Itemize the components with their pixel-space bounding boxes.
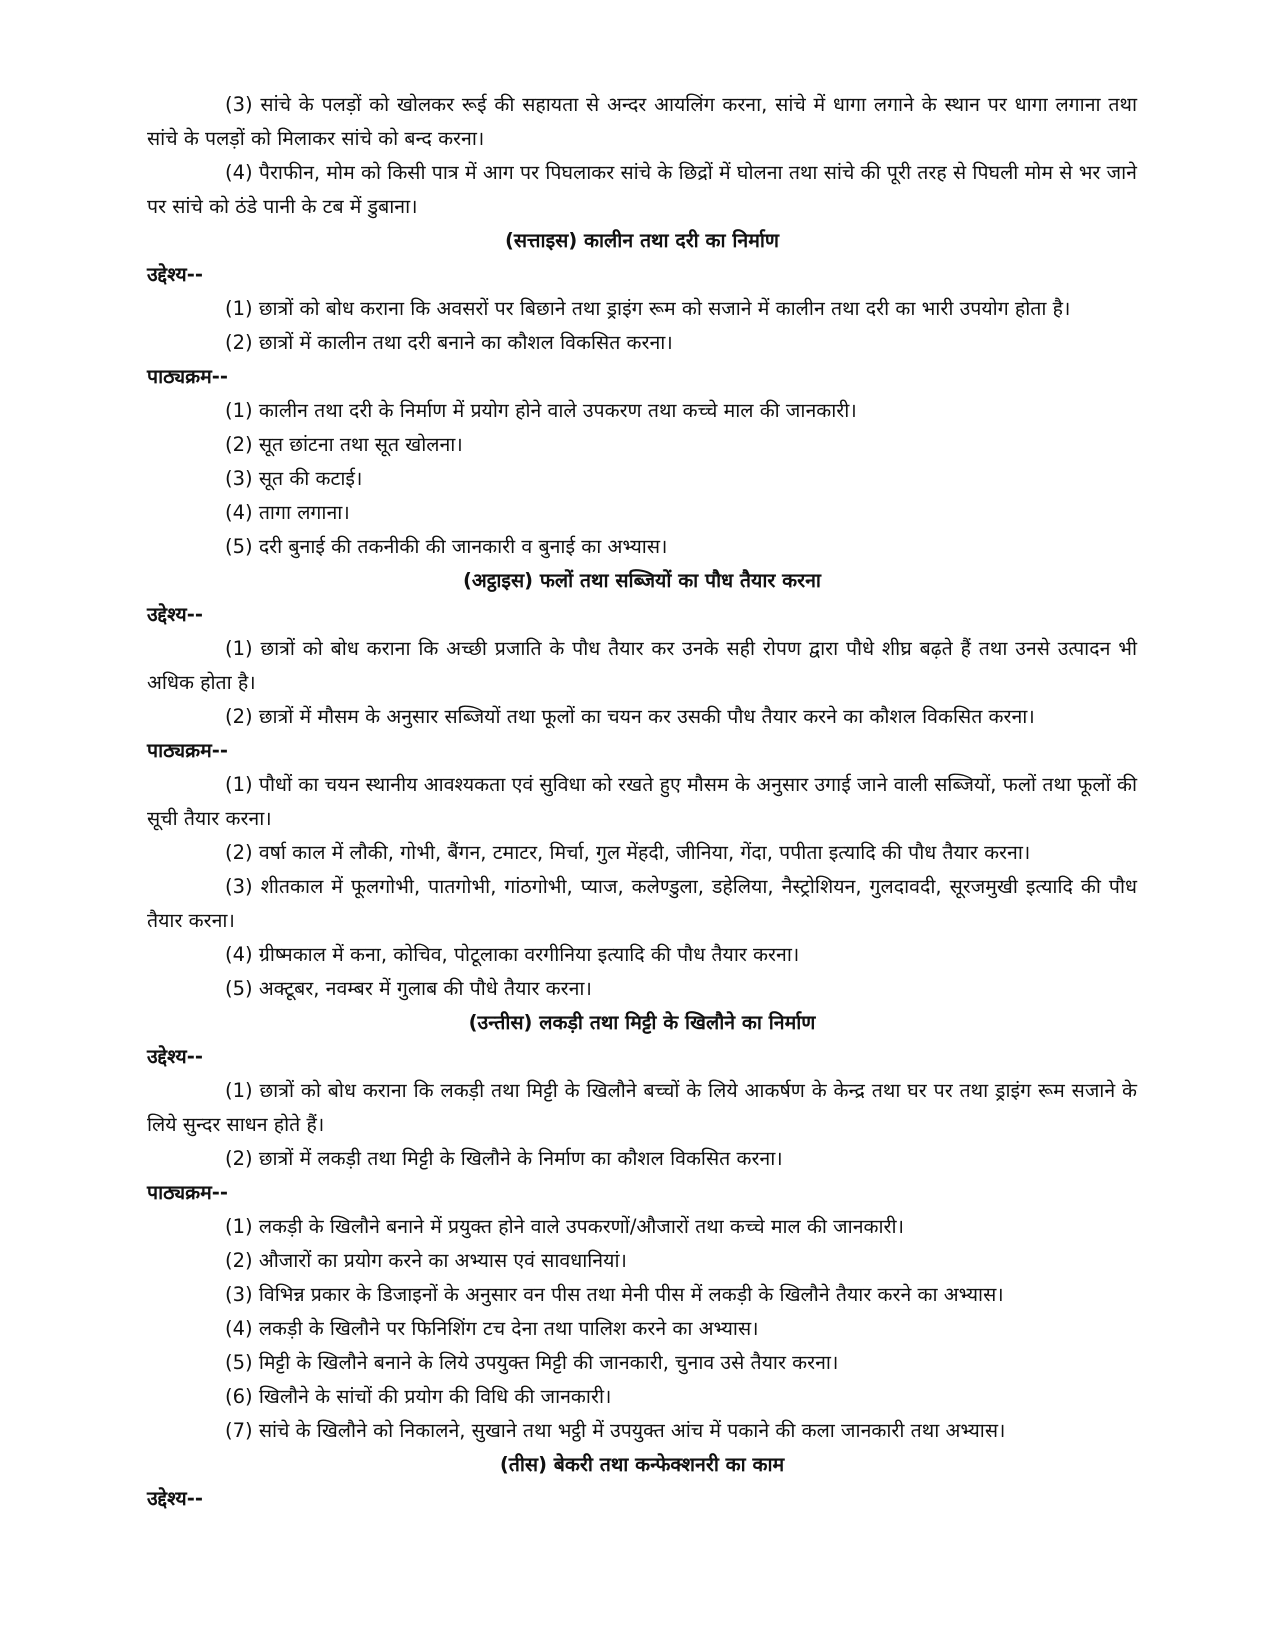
section-28-syllabus-3: (3) शीतकाल में फूलगोभी, पातगोभी, गांठगोभी, प्याज, कलेण्डुला, डहेलिया, नैस्ट्रोशियन, गुलदावदी, सूरजमुखी इत्यादि की पौध तैयार करना। <box>147 875 1137 932</box>
section-29-syllabus-3: (3) विभिन्न प्रकार के डिजाइनों के अनुसार वन पीस तथा मेनी पीस में लकड़ी के खिलौने तैयार करने का अभ्यास। <box>225 1283 1004 1306</box>
document-page <box>147 88 1137 1516</box>
section-28-syllabus-2: (2) वर्षा काल में लौकी, गोभी, बैंगन, टमाटर, मिर्चा, गुल मेंहदी, जीनिया, गेंदा, पपीता इत्यादि की पौध तैयार करना। <box>225 841 1031 864</box>
section-29-syllabus-6: (6) खिलौने के सांचों की प्रयोग की विधि की जानकारी। <box>225 1385 612 1408</box>
section-29-syllabus-1: (1) लकड़ी के खिलौने बनाने में प्रयुक्त होने वाले उपकरणों/औजारों तथा कच्चे माल की जानकारी। <box>225 1215 904 1238</box>
section-28-heading: (अट्ठाइस) फलों तथा सब्जियों का पौध तैयार करना <box>462 569 821 592</box>
section-29-heading: (उन्तीस) लकड़ी तथा मिट्टी के खिलौने का निर्माण <box>468 1011 816 1034</box>
section-30-objectives-label: उद्देश्य-- <box>147 1487 203 1510</box>
section-29-syllabus-4: (4) लकड़ी के खिलौने पर फिनिशिंग टच देना तथा पालिश करने का अभ्यास। <box>225 1317 759 1340</box>
section-29-objective-2: (2) छात्रों में लकड़ी तथा मिट्टी के खिलौने के निर्माण का कौशल विकसित करना। <box>225 1147 783 1170</box>
section-29-syllabus-label: पाठ्यक्रम-- <box>147 1181 228 1204</box>
section-28-objective-2: (2) छात्रों में मौसम के अनुसार सब्जियों तथा फूलों का चयन कर उसकी पौध तैयार करने का कौशल विकसित करना। <box>225 705 1035 728</box>
section-27-objective-2: (2) छात्रों में कालीन तथा दरी बनाने का कौशल विकसित करना। <box>225 331 673 354</box>
section-28-objectives-label: उद्देश्य-- <box>147 603 203 626</box>
section-28-syllabus-label: पाठ्यक्रम-- <box>147 739 228 762</box>
section-29-objectives-label: उद्देश्य-- <box>147 1045 203 1068</box>
section-28-syllabus-5: (5) अक्टूबर, नवम्बर में गुलाब की पौधे तैयार करना। <box>225 977 592 1000</box>
section-27-syllabus-3: (3) सूत की कटाई। <box>225 467 363 490</box>
intro-paragraph-3: (3) सांचे के पलड़ों को खोलकर रूई की सहायता से अन्दर आयलिंग करना, सांचे में धागा लगाने के स्थान पर धागा लगाना तथा सांचे के पलड़ों को मिलाकर सांचे को बन्द करना। <box>147 93 1137 150</box>
section-27-syllabus-1: (1) कालीन तथा दरी के निर्माण में प्रयोग होने वाले उपकरण तथा कच्चे माल की जानकारी। <box>225 399 857 422</box>
section-27-heading: (सत्ताइस) कालीन तथा दरी का निर्माण <box>504 229 780 252</box>
section-27-objectives-label: उद्देश्य-- <box>147 263 203 286</box>
section-29-objective-1: (1) छात्रों को बोध कराना कि लकड़ी तथा मिट्टी के खिलौने बच्चों के लिये आकर्षण के केन्द्र तथा घर पर तथा ड्राइंग रूम सजाने के लिये सुन्दर साधन होते हैं। <box>147 1079 1137 1136</box>
section-27-syllabus-4: (4) तागा लगाना। <box>225 501 350 524</box>
intro-paragraph-4: (4) पैराफीन, मोम को किसी पात्र में आग पर पिघलाकर सांचे के छिद्रों में घोलना तथा सांचे की पूरी तरह से पिघली मोम से भर जाने पर सांचे को ठंडे पानी के टब में डुबाना। <box>147 161 1137 218</box>
section-29-syllabus-5: (5) मिट्टी के खिलौने बनाने के लिये उपयुक्त मिट्टी की जानकारी, चुनाव उसे तैयार करना। <box>225 1351 839 1374</box>
section-28-syllabus-1: (1) पौधों का चयन स्थानीय आवश्यकता एवं सुविधा को रखते हुए मौसम के अनुसार उगाई जाने वाली सब्जियों, फलों तथा फूलों की सूची तैयार करना। <box>147 773 1137 830</box>
section-28-objective-1: (1) छात्रों को बोध कराना कि अच्छी प्रजाति के पौध तैयार कर उनके सही रोपण द्वारा पौधे शीघ्र बढ़ते हैं तथा उनसे उत्पादन भी अधिक होता है। <box>147 637 1137 694</box>
section-30-heading: (तीस) बेकरी तथा कन्फेक्शनरी का काम <box>499 1453 785 1476</box>
section-27-syllabus-5: (5) दरी बुनाई की तकनीकी की जानकारी व बुनाई का अभ्यास। <box>225 535 668 558</box>
section-29-syllabus-2: (2) औजारों का प्रयोग करने का अभ्यास एवं सावधानियां। <box>225 1249 627 1272</box>
section-27-syllabus-label: पाठ्यक्रम-- <box>147 365 228 388</box>
section-27-syllabus-2: (2) सूत छांटना तथा सूत खोलना। <box>225 433 463 456</box>
section-27-objective-1: (1) छात्रों को बोध कराना कि अवसरों पर बिछाने तथा ड्राइंग रूम को सजाने में कालीन तथा दरी का भारी उपयोग होता है। <box>225 297 1071 320</box>
section-28-syllabus-4: (4) ग्रीष्मकाल में कना, कोचिव, पोटूलाका वरगीनिया इत्यादि की पौध तैयार करना। <box>225 943 800 966</box>
section-29-syllabus-7: (7) सांचे के खिलौने को निकालने, सुखाने तथा भट्ठी में उपयुक्त आंच में पकाने की कला जानकारी तथा अभ्यास। <box>225 1419 1006 1442</box>
